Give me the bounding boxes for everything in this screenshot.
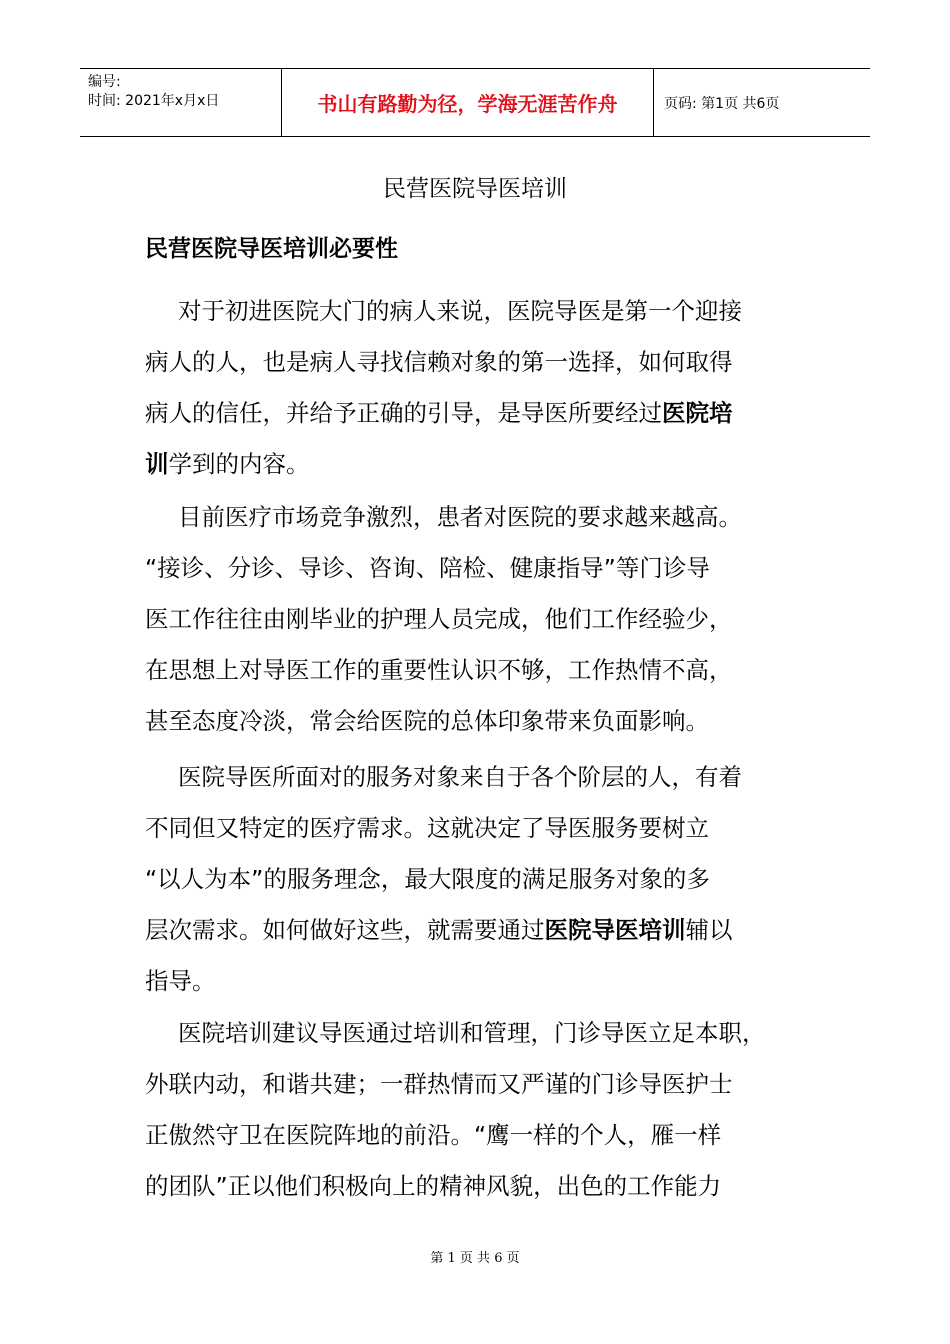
paragraph-line xyxy=(145,439,813,490)
page-footer: 第 1 页 共 6 页 xyxy=(430,1251,520,1266)
time-label: 时间: 2021年x月x日 xyxy=(88,93,220,109)
paragraph-line: 不同但又特定的医疗需求。这就决定了导医服务要树立 xyxy=(145,814,709,842)
paragraph-line: 正傲然守卫在医院阵地的前沿。“鹰一样的个人，雁一样 xyxy=(145,1121,722,1149)
paragraph-line: 医院培训建议导医通过培训和管理，门诊导医立足本职， xyxy=(178,1019,766,1047)
paragraph-line: 目前医疗市场竞争激烈，患者对医院的要求越来越高。 xyxy=(178,503,742,531)
text-run: 学到的内容。 xyxy=(168,450,310,478)
paragraph-1 xyxy=(145,286,813,490)
header-page-info: 页码: 第1页 共6页 xyxy=(664,95,780,112)
document-title: 民营医院导医培训 xyxy=(383,176,567,202)
paragraph-line: “以人为本”的服务理念，最大限度的满足服务对象的多 xyxy=(145,865,710,893)
section-heading: 民营医院导医培训必要性 xyxy=(145,236,398,262)
bold-keyword: 训 xyxy=(145,450,169,478)
text-run: 辅以 xyxy=(685,916,733,944)
paragraph-line: 的团队”正以他们积极向上的精神风貌，出色的工作能力 xyxy=(145,1172,722,1200)
text-run: 病人的信任，并给予正确的引导，是导医所要经过 xyxy=(145,399,662,427)
paragraph-2 xyxy=(145,492,813,747)
paragraph-line: 医工作往往由刚毕业的护理人员完成，他们工作经验少， xyxy=(145,605,733,633)
header-meta xyxy=(80,69,282,136)
paragraph-line: 外联内动，和谐共建；一群热情而又严谨的门诊导医护士 xyxy=(145,1070,733,1098)
paragraph-line: 在思想上对导医工作的重要性认识不够，工作热情不高， xyxy=(145,656,733,684)
bold-keyword: 医院培 xyxy=(662,399,733,427)
document-header xyxy=(80,68,870,137)
paragraph-line: 甚至态度冷淡，常会给医院的总体印象带来负面影响。 xyxy=(145,707,709,735)
number-label: 编号: xyxy=(88,74,121,90)
paragraph-4 xyxy=(145,1008,813,1212)
text-run: 层次需求。如何做好这些，就需要通过 xyxy=(145,916,545,944)
paragraph-3 xyxy=(145,752,813,1007)
paragraph-line: 指导。 xyxy=(145,967,216,995)
paragraph-line: “接诊、分诊、导诊、咨询、陪检、健康指导”等门诊导 xyxy=(145,554,710,582)
paragraph-line: 对于初进医院大门的病人来说，医院导医是第一个迎接 xyxy=(178,297,742,325)
header-motto: 书山有路勤为径，学海无涯苦作舟 xyxy=(282,69,654,136)
paragraph-line: 医院导医所面对的服务对象来自于各个阶层的人，有着 xyxy=(178,763,742,791)
bold-keyword: 医院导医培训 xyxy=(544,916,686,944)
paragraph-line xyxy=(145,905,813,956)
paragraph-line xyxy=(145,388,813,439)
paragraph-line: 病人的人，也是病人寻找信赖对象的第一选择，如何取得 xyxy=(145,348,733,376)
